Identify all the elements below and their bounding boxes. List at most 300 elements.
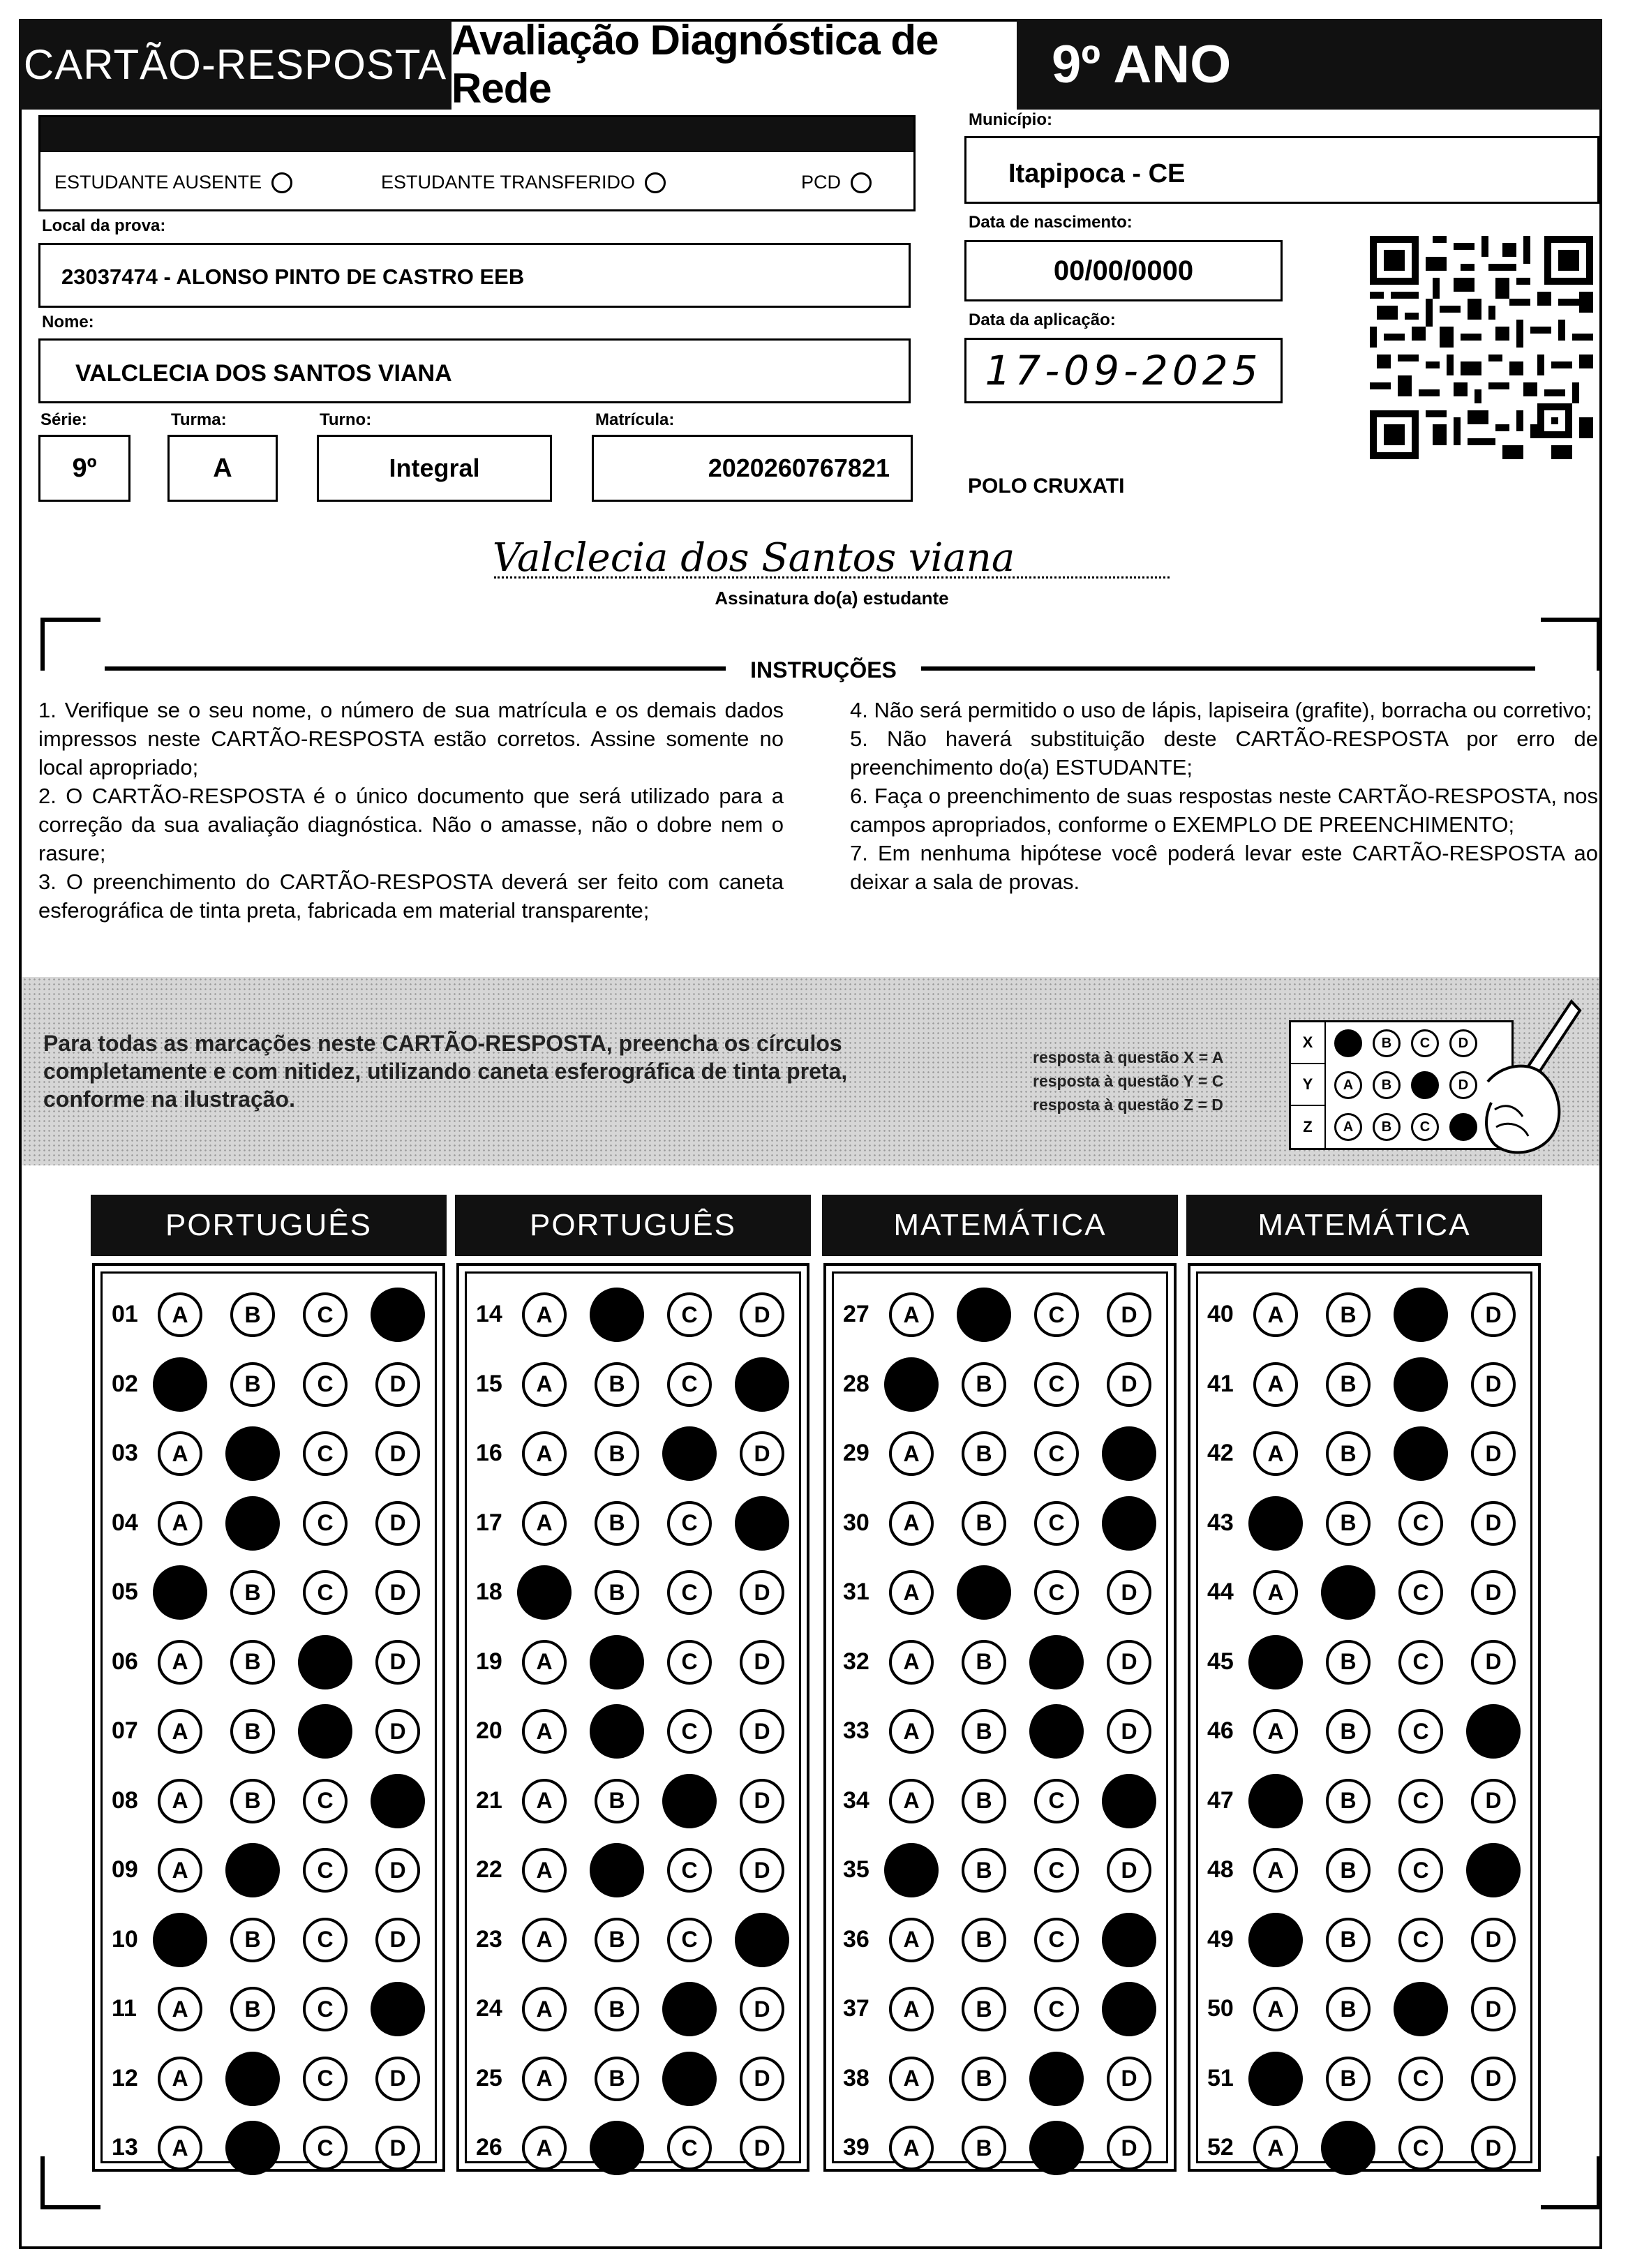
answer-bubble-q34-d[interactable]: [1102, 1774, 1156, 1828]
answer-bubble-q26-d[interactable]: D: [740, 2126, 784, 2170]
answer-bubble-q28-d[interactable]: D: [1107, 1362, 1151, 1407]
applicator-box: [38, 115, 916, 211]
answer-bubble-q11-c[interactable]: C: [303, 1987, 348, 2031]
answer-bubble-q13-a[interactable]: A: [158, 2126, 202, 2170]
answer-bubble-q08-b[interactable]: B: [230, 1779, 275, 1823]
answer-bubble-q50-b[interactable]: B: [1326, 1987, 1371, 2031]
question-number: 07: [112, 1717, 138, 1744]
answer-bubble-q09-d[interactable]: D: [375, 1848, 420, 1893]
instructions-title: INSTRUÇÕES: [750, 657, 897, 682]
answer-bubble-q47-d[interactable]: D: [1471, 1779, 1516, 1823]
answer-bubble-q38-d[interactable]: D: [1107, 2057, 1151, 2101]
pcd-circle[interactable]: [851, 172, 872, 193]
answer-bubble-q48-c[interactable]: C: [1398, 1848, 1443, 1893]
answer-bubble-q06-a[interactable]: A: [158, 1640, 202, 1685]
answer-bubble-q02-c[interactable]: C: [303, 1362, 348, 1407]
pcd-option[interactable]: [801, 172, 872, 193]
example-bubble-y-b: B: [1373, 1071, 1401, 1099]
answer-bubble-q18-c[interactable]: C: [667, 1570, 712, 1615]
answer-bubble-q20-b[interactable]: [590, 1704, 644, 1759]
example-bubble-x-c: C: [1411, 1029, 1439, 1057]
answer-bubble-q14-a[interactable]: A: [522, 1292, 567, 1337]
answer-bubble-q19-a[interactable]: A: [522, 1640, 567, 1685]
answer-bubble-q42-a[interactable]: A: [1253, 1431, 1298, 1476]
answer-bubble-q42-b[interactable]: B: [1326, 1431, 1371, 1476]
answer-bubble-q17-c[interactable]: C: [667, 1501, 712, 1546]
answer-bubble-q01-a[interactable]: A: [158, 1292, 202, 1337]
answer-bubble-q12-a[interactable]: A: [158, 2057, 202, 2101]
answer-bubble-q04-a[interactable]: A: [158, 1501, 202, 1546]
question-number: 28: [843, 1370, 869, 1397]
answer-bubble-q47-b[interactable]: B: [1326, 1779, 1371, 1823]
answer-bubble-q13-c[interactable]: C: [303, 2126, 348, 2170]
name-label: Nome:: [42, 313, 94, 331]
answer-bubble-q27-c[interactable]: C: [1034, 1292, 1079, 1337]
answer-bubble-q32-b[interactable]: B: [962, 1640, 1006, 1685]
answer-bubble-q41-c[interactable]: [1394, 1357, 1448, 1412]
answer-bubble-q03-b[interactable]: [225, 1426, 280, 1481]
answer-bubble-q02-a[interactable]: [153, 1357, 207, 1412]
answer-bubble-q35-a[interactable]: [884, 1843, 939, 1897]
answer-bubble-q22-c[interactable]: C: [667, 1848, 712, 1893]
answer-bubble-q38-b[interactable]: B: [962, 2057, 1006, 2101]
answer-bubble-q28-a[interactable]: [884, 1357, 939, 1412]
answer-bubble-q04-d[interactable]: D: [375, 1501, 420, 1546]
answer-bubble-q27-b[interactable]: [957, 1288, 1011, 1342]
answer-bubble-q36-b[interactable]: B: [962, 1918, 1006, 1962]
answer-bubble-q35-b[interactable]: B: [962, 1848, 1006, 1893]
answer-bubble-q20-d[interactable]: D: [740, 1709, 784, 1754]
answer-bubble-q29-d[interactable]: [1102, 1426, 1156, 1481]
answer-bubble-q35-d[interactable]: D: [1107, 1848, 1151, 1893]
answer-bubble-q44-a[interactable]: A: [1253, 1570, 1298, 1615]
answer-bubble-q23-b[interactable]: B: [595, 1918, 639, 1962]
answer-bubble-q30-c[interactable]: C: [1034, 1501, 1079, 1546]
legend-y: resposta à questão Y = C: [1033, 1072, 1224, 1090]
question-number: 05: [112, 1579, 138, 1605]
answer-bubble-q23-a[interactable]: A: [522, 1918, 567, 1962]
answer-bubble-q26-a[interactable]: A: [522, 2126, 567, 2170]
answer-bubble-q16-c[interactable]: [662, 1426, 717, 1481]
answer-bubble-q19-b[interactable]: [590, 1635, 644, 1689]
municipio-label: Município:: [969, 110, 1052, 129]
answer-bubble-q14-b[interactable]: [590, 1288, 644, 1342]
answer-bubble-q32-c[interactable]: [1029, 1635, 1084, 1689]
answer-bubble-q07-b[interactable]: B: [230, 1709, 275, 1754]
grade-banner: [1017, 19, 1602, 110]
answer-bubble-q19-c[interactable]: C: [667, 1640, 712, 1685]
turma-label: Turma:: [171, 410, 227, 429]
question-number: 39: [843, 2134, 869, 2161]
answer-bubble-q52-a[interactable]: A: [1253, 2126, 1298, 2170]
example-bubble-y-a: A: [1334, 1071, 1362, 1099]
transferred-option[interactable]: [381, 172, 666, 193]
question-number: 36: [843, 1925, 869, 1953]
answer-bubble-q49-a[interactable]: [1248, 1913, 1303, 1967]
turma-field: [167, 435, 278, 502]
question-number: 37: [843, 1995, 869, 2022]
answer-bubble-q17-b[interactable]: B: [595, 1501, 639, 1546]
example-bubble-y-c: C: [1411, 1071, 1439, 1099]
answer-bubble-q38-c[interactable]: [1029, 2052, 1084, 2106]
answer-bubble-q30-b[interactable]: B: [962, 1501, 1006, 1546]
answer-bubble-q51-c[interactable]: C: [1398, 2057, 1443, 2101]
answer-bubble-q18-b[interactable]: B: [595, 1570, 639, 1615]
pcd-label: PCD: [801, 172, 842, 193]
answer-bubble-q32-d[interactable]: D: [1107, 1640, 1151, 1685]
answer-bubble-q07-a[interactable]: A: [158, 1709, 202, 1754]
subject-header: PORTUGUÊS: [91, 1195, 447, 1256]
answer-bubble-q22-d[interactable]: D: [740, 1848, 784, 1893]
instruction-3: 3. O preenchimento do CARTÃO-RESPOSTA deverá ser feito com caneta esferográfica de tinta preta, fabricada em material transparente;: [38, 870, 784, 923]
question-number: 23: [476, 1925, 502, 1953]
answer-bubble-q52-d[interactable]: D: [1471, 2126, 1516, 2170]
answer-bubble-q17-a[interactable]: A: [522, 1501, 567, 1546]
answer-bubble-q36-d[interactable]: [1102, 1913, 1156, 1967]
answer-bubble-q01-d[interactable]: [371, 1288, 425, 1342]
turno-field: [317, 435, 552, 502]
question-number: 11: [112, 1995, 137, 2022]
turma-value: A: [213, 453, 232, 483]
answer-bubble-q18-a[interactable]: [517, 1565, 572, 1620]
question-number: 02: [112, 1370, 138, 1397]
answer-bubble-q34-b[interactable]: B: [962, 1779, 1006, 1823]
answer-bubble-q35-c[interactable]: C: [1034, 1848, 1079, 1893]
answer-bubble-q25-a[interactable]: A: [522, 2057, 567, 2101]
answer-bubble-q28-b[interactable]: B: [962, 1362, 1006, 1407]
question-number: 31: [843, 1579, 869, 1605]
answer-bubble-q42-d[interactable]: D: [1471, 1431, 1516, 1476]
answer-bubble-q52-b[interactable]: [1321, 2121, 1375, 2175]
exam-title: Avaliação Diagnóstica de Rede: [451, 17, 939, 112]
subject-header: MATEMÁTICA: [1186, 1195, 1542, 1256]
answer-bubble-q11-b[interactable]: B: [230, 1987, 275, 2031]
answer-bubble-q09-b[interactable]: [225, 1843, 280, 1897]
answer-bubble-q20-a[interactable]: A: [522, 1709, 567, 1754]
answer-bubble-q52-c[interactable]: C: [1398, 2126, 1443, 2170]
answer-bubble-q39-b[interactable]: B: [962, 2126, 1006, 2170]
answer-bubble-q07-c[interactable]: [298, 1704, 352, 1759]
answer-bubble-q21-d[interactable]: D: [740, 1779, 784, 1823]
question-number: 08: [112, 1786, 138, 1814]
legend-x: resposta à questão X = A: [1033, 1048, 1224, 1066]
answer-bubble-q30-a[interactable]: A: [889, 1501, 934, 1546]
answer-bubble-q07-d[interactable]: D: [375, 1709, 420, 1754]
birth-label: Data de nascimento:: [969, 213, 1133, 232]
example-bubble-z-a: A: [1334, 1113, 1362, 1141]
answer-bubble-q37-c[interactable]: C: [1034, 1987, 1079, 2031]
answer-bubble-q05-a[interactable]: [153, 1565, 207, 1620]
answer-bubble-q09-a[interactable]: A: [158, 1848, 202, 1893]
answer-bubble-q46-c[interactable]: C: [1398, 1709, 1443, 1754]
answer-bubble-q31-d[interactable]: D: [1107, 1570, 1151, 1615]
answer-bubble-q32-a[interactable]: A: [889, 1640, 934, 1685]
answer-bubble-q51-b[interactable]: B: [1326, 2057, 1371, 2101]
answer-bubble-q44-b[interactable]: [1321, 1565, 1375, 1620]
answer-bubble-q39-d[interactable]: D: [1107, 2126, 1151, 2170]
absent-circle[interactable]: [271, 172, 292, 193]
example-bubble-z-c: C: [1411, 1113, 1439, 1141]
answer-bubble-q48-b[interactable]: B: [1326, 1848, 1371, 1893]
answer-bubble-q25-b[interactable]: B: [595, 2057, 639, 2101]
answer-bubble-q33-a[interactable]: A: [889, 1709, 934, 1754]
question-number: 09: [112, 1856, 138, 1883]
answer-bubble-q10-b[interactable]: B: [230, 1918, 275, 1962]
answer-bubble-q06-b[interactable]: B: [230, 1640, 275, 1685]
answer-bubble-q22-a[interactable]: A: [522, 1848, 567, 1893]
question-number: 43: [1207, 1509, 1234, 1536]
qr-code: [1370, 236, 1593, 459]
instruction-5: 5. Não haverá substituição deste CARTÃO-RESPOSTA por erro de preenchimento do(a) ESTUDANTE;: [850, 726, 1598, 779]
answer-bubble-q51-d[interactable]: D: [1471, 2057, 1516, 2101]
name-field: [38, 338, 911, 403]
example-bubble-y-d: D: [1449, 1071, 1477, 1099]
instruction-2: 2. O CARTÃO-RESPOSTA é o único documento que será utilizado para a correção da sua avaliação diagnóstica. Não o amasse, não o dobre nem o rasure;: [38, 784, 784, 865]
answer-bubble-q49-c[interactable]: C: [1398, 1918, 1443, 1962]
application-date-field[interactable]: [964, 338, 1283, 403]
answer-bubble-q37-d[interactable]: [1102, 1982, 1156, 2036]
answer-bubble-q41-a[interactable]: A: [1253, 1362, 1298, 1407]
answer-bubble-q29-a[interactable]: A: [889, 1431, 934, 1476]
local-label: Local da prova:: [42, 216, 166, 235]
instructions-rule-left: [105, 666, 726, 671]
answer-bubble-q11-d[interactable]: [371, 1982, 425, 2036]
answer-bubble-q34-c[interactable]: C: [1034, 1779, 1079, 1823]
card-title: CARTÃO-RESPOSTA: [23, 40, 447, 88]
answer-bubble-q05-b[interactable]: B: [230, 1570, 275, 1615]
answer-bubble-q45-d[interactable]: D: [1471, 1640, 1516, 1685]
answer-bubble-q02-b[interactable]: B: [230, 1362, 275, 1407]
answer-bubble-q40-a[interactable]: A: [1253, 1292, 1298, 1337]
answer-bubble-q16-d[interactable]: D: [740, 1431, 784, 1476]
matricula-field: [592, 435, 913, 502]
answer-bubble-q03-c[interactable]: C: [303, 1431, 348, 1476]
answer-bubble-q14-c[interactable]: C: [667, 1292, 712, 1337]
answer-bubble-q27-d[interactable]: D: [1107, 1292, 1151, 1337]
question-number: 47: [1207, 1786, 1234, 1814]
answer-bubble-q46-a[interactable]: A: [1253, 1709, 1298, 1754]
question-number: 38: [843, 2064, 869, 2091]
answer-bubble-q31-b[interactable]: [957, 1565, 1011, 1620]
answer-bubble-q26-c[interactable]: C: [667, 2126, 712, 2170]
question-number: 17: [476, 1509, 502, 1536]
answer-bubble-q41-d[interactable]: D: [1471, 1362, 1516, 1407]
example-row-label: Y: [1291, 1064, 1326, 1106]
answer-bubble-q43-c[interactable]: C: [1398, 1501, 1443, 1546]
answer-bubble-q01-c[interactable]: C: [303, 1292, 348, 1337]
answer-bubble-q03-a[interactable]: A: [158, 1431, 202, 1476]
signature-label: Assinatura do(a) estudante: [715, 588, 949, 609]
answer-bubble-q43-b[interactable]: B: [1326, 1501, 1371, 1546]
answer-bubble-q08-d[interactable]: [371, 1774, 425, 1828]
answer-bubble-q16-b[interactable]: B: [595, 1431, 639, 1476]
answer-bubble-q47-a[interactable]: [1248, 1774, 1303, 1828]
answer-bubble-q15-a[interactable]: A: [522, 1362, 567, 1407]
instructions-rule-right: [921, 666, 1535, 671]
answer-bubble-q44-d[interactable]: D: [1471, 1570, 1516, 1615]
question-number: 19: [476, 1648, 502, 1675]
answer-bubble-q49-b[interactable]: B: [1326, 1918, 1371, 1962]
answer-bubble-q50-d[interactable]: D: [1471, 1987, 1516, 2031]
answer-bubble-q40-c[interactable]: [1394, 1288, 1448, 1342]
answer-bubble-q08-a[interactable]: A: [158, 1779, 202, 1823]
question-number: 45: [1207, 1648, 1234, 1675]
answer-bubble-q37-b[interactable]: B: [962, 1987, 1006, 2031]
answer-bubble-q33-c[interactable]: [1029, 1704, 1084, 1759]
answer-bubble-q36-a[interactable]: A: [889, 1918, 934, 1962]
example-text: Para todas as marcações neste CARTÃO-RESPOSTA, preencha os círculos completamente e com nitidez, utilizando caneta esferográfica de tinta preta, conforme na ilustração.: [43, 1031, 848, 1112]
answer-bubble-q05-d[interactable]: D: [375, 1570, 420, 1615]
answer-bubble-q22-b[interactable]: [590, 1843, 644, 1897]
answer-bubble-q33-d[interactable]: D: [1107, 1709, 1151, 1754]
question-number: 03: [112, 1440, 138, 1466]
answer-bubble-q25-d[interactable]: D: [740, 2057, 784, 2101]
answer-bubble-q10-c[interactable]: C: [303, 1918, 348, 1962]
answer-bubble-q04-c[interactable]: C: [303, 1501, 348, 1546]
answer-bubble-q27-a[interactable]: A: [889, 1292, 934, 1337]
question-number: 20: [476, 1717, 502, 1744]
municipio-field: [964, 136, 1599, 204]
answer-bubble-q23-c[interactable]: C: [667, 1918, 712, 1962]
answer-bubble-q31-c[interactable]: C: [1034, 1570, 1079, 1615]
question-number: 25: [476, 2064, 502, 2091]
answer-bubble-q05-c[interactable]: C: [303, 1570, 348, 1615]
answer-bubble-q25-c[interactable]: [662, 2052, 717, 2106]
answer-bubble-q46-b[interactable]: B: [1326, 1709, 1371, 1754]
question-number: 40: [1207, 1301, 1234, 1327]
answer-bubble-q11-a[interactable]: A: [158, 1987, 202, 2031]
answer-bubble-q51-a[interactable]: [1248, 2052, 1303, 2106]
answer-bubble-q12-c[interactable]: C: [303, 2057, 348, 2101]
answer-bubble-q46-d[interactable]: [1466, 1704, 1521, 1759]
corner-bottom-left: [40, 2156, 100, 2209]
answer-bubble-q21-a[interactable]: A: [522, 1779, 567, 1823]
answer-bubble-q06-c[interactable]: [298, 1635, 352, 1689]
answer-bubble-q14-d[interactable]: D: [740, 1292, 784, 1337]
question-number: 49: [1207, 1925, 1234, 1953]
answer-bubble-q06-d[interactable]: D: [375, 1640, 420, 1685]
example-bubble-x-d: D: [1449, 1029, 1477, 1057]
absent-option[interactable]: [54, 172, 292, 193]
answer-bubble-q44-c[interactable]: C: [1398, 1570, 1443, 1615]
question-number: 52: [1207, 2134, 1234, 2161]
answer-bubble-q29-b[interactable]: B: [962, 1431, 1006, 1476]
application-date-label: Data da aplicação:: [969, 311, 1116, 329]
answer-bubble-q13-b[interactable]: [225, 2121, 280, 2175]
answer-bubble-q23-d[interactable]: [735, 1913, 789, 1967]
answer-bubble-q21-c[interactable]: [662, 1774, 717, 1828]
answer-bubble-q50-a[interactable]: A: [1253, 1987, 1298, 2031]
answer-bubble-q36-c[interactable]: C: [1034, 1918, 1079, 1962]
answer-bubble-q24-d[interactable]: D: [740, 1987, 784, 2031]
answer-bubble-q42-c[interactable]: [1394, 1426, 1448, 1481]
answer-bubble-q08-c[interactable]: C: [303, 1779, 348, 1823]
answer-bubble-q13-d[interactable]: D: [375, 2126, 420, 2170]
answer-bubble-q39-a[interactable]: A: [889, 2126, 934, 2170]
answer-bubble-q40-d[interactable]: D: [1471, 1292, 1516, 1337]
answer-bubble-q24-b[interactable]: B: [595, 1987, 639, 2031]
serie-field: [38, 435, 130, 502]
turno-label: Turno:: [320, 410, 372, 429]
answer-bubble-q01-b[interactable]: B: [230, 1292, 275, 1337]
question-number: 24: [476, 1995, 502, 2022]
question-number: 35: [843, 1856, 869, 1883]
answer-bubble-q12-d[interactable]: D: [375, 2057, 420, 2101]
answer-bubble-q43-a[interactable]: [1248, 1496, 1303, 1551]
example-legend: [1033, 1045, 1223, 1117]
answer-bubble-q10-a[interactable]: [153, 1913, 207, 1967]
answer-bubble-q45-c[interactable]: C: [1398, 1640, 1443, 1685]
answer-bubble-q45-a[interactable]: [1248, 1635, 1303, 1689]
answer-bubble-q24-c[interactable]: [662, 1982, 717, 2036]
absent-label: ESTUDANTE AUSENTE: [54, 172, 262, 193]
example-row-label: Z: [1291, 1106, 1326, 1148]
example-band: [22, 977, 1599, 1165]
answer-bubble-q40-b[interactable]: B: [1326, 1292, 1371, 1337]
answer-bubble-q33-b[interactable]: B: [962, 1709, 1006, 1754]
answer-bubble-q15-d[interactable]: [735, 1357, 789, 1412]
question-number: 13: [112, 2134, 138, 2161]
answer-bubble-q04-b[interactable]: [225, 1496, 280, 1551]
answer-bubble-q19-d[interactable]: D: [740, 1640, 784, 1685]
answer-bubble-q29-c[interactable]: C: [1034, 1431, 1079, 1476]
answer-bubble-q20-c[interactable]: C: [667, 1709, 712, 1754]
answer-bubble-q48-d[interactable]: [1466, 1843, 1521, 1897]
answer-bubble-q47-c[interactable]: C: [1398, 1779, 1443, 1823]
answer-bubble-q03-d[interactable]: D: [375, 1431, 420, 1476]
answer-bubble-q26-b[interactable]: [590, 2121, 644, 2175]
transferred-circle[interactable]: [645, 172, 666, 193]
answer-bubble-q17-d[interactable]: [735, 1496, 789, 1551]
answer-bubble-q48-a[interactable]: A: [1253, 1848, 1298, 1893]
answer-bubble-q02-d[interactable]: D: [375, 1362, 420, 1407]
answer-bubble-q50-c[interactable]: [1394, 1982, 1448, 2036]
answer-bubble-q38-a[interactable]: A: [889, 2057, 934, 2101]
card-title-banner: [19, 19, 451, 110]
answer-bubble-q21-b[interactable]: B: [595, 1779, 639, 1823]
answer-bubble-q15-b[interactable]: B: [595, 1362, 639, 1407]
answer-bubble-q30-d[interactable]: [1102, 1496, 1156, 1551]
answer-bubble-q12-b[interactable]: [225, 2052, 280, 2106]
answer-bubble-q28-c[interactable]: C: [1034, 1362, 1079, 1407]
answer-bubble-q34-a[interactable]: A: [889, 1779, 934, 1823]
question-number: 18: [476, 1579, 502, 1605]
answer-bubble-q10-d[interactable]: D: [375, 1918, 420, 1962]
answer-bubble-q16-a[interactable]: A: [522, 1431, 567, 1476]
answer-bubble-q41-b[interactable]: B: [1326, 1362, 1371, 1407]
answer-bubble-q31-a[interactable]: A: [889, 1570, 934, 1615]
answer-bubble-q43-d[interactable]: D: [1471, 1501, 1516, 1546]
question-number: 15: [476, 1370, 502, 1397]
exam-title-box: [451, 19, 1017, 110]
serie-value: 9º: [72, 453, 97, 483]
answer-bubble-q39-c[interactable]: [1029, 2121, 1084, 2175]
name-value: VALCLECIA DOS SANTOS VIANA: [75, 360, 452, 387]
answer-bubble-q49-d[interactable]: D: [1471, 1918, 1516, 1962]
question-number: 14: [476, 1301, 502, 1327]
answer-bubble-q37-a[interactable]: A: [889, 1987, 934, 2031]
answer-bubble-q15-c[interactable]: C: [667, 1362, 712, 1407]
serie-label: Série:: [40, 410, 87, 429]
answer-bubble-q45-b[interactable]: B: [1326, 1640, 1371, 1685]
birth-value: 00/00/0000: [1053, 255, 1194, 286]
corner-bottom-right: [1541, 2156, 1601, 2209]
answer-bubble-q18-d[interactable]: D: [740, 1570, 784, 1615]
answer-bubble-q09-c[interactable]: C: [303, 1848, 348, 1893]
answer-bubble-q24-a[interactable]: A: [522, 1987, 567, 2031]
matricula-value: 2020260767821: [708, 454, 890, 482]
legend-z: resposta à questão Z = D: [1033, 1096, 1223, 1114]
